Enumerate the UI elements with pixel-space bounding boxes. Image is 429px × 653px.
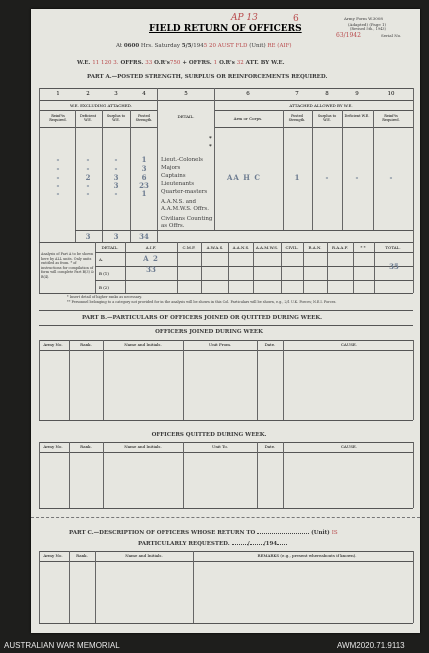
quitted-col-header: Army No. [43,444,63,449]
att-dash: - [325,173,329,182]
analysis-total-a: 35 [389,262,399,271]
analysis-header: DETAIL. [101,245,119,250]
col-number: 7 [295,91,299,97]
partc-col-header: Name and Initials. [125,553,163,558]
rank-label: Civilians Counting as Offrs. [161,216,213,230]
col2-value: - [86,164,90,173]
hw-doc-number: 6 [293,14,299,24]
analysis-header: A.I.F. [145,245,157,250]
form-ref-line2: (Adapted) (Page 1) [348,22,387,27]
quitted-title: OFFICERS QUITTED DURING WEEK. [151,432,267,438]
joined-col-header: Army No. [43,342,63,347]
quitted-col-header: Unit To. [211,444,229,449]
at-line: At 0600 Hrs. Saturday 5/5/1945 20 AUST FLD (Unit) RE (AIF) [116,43,292,49]
joined-title: OFFICERS JOINED DURING WEEK [155,329,263,335]
col2-value: - [86,155,90,164]
quitted-col-header: Date. [264,444,276,449]
analysis-header: CIVIL. [285,245,299,250]
joined-col-header: Rank. [80,342,92,347]
att-dash: - [355,173,359,182]
rank-label: A.A.N.S. and A.A.M.W.S. Offrs. [161,199,209,213]
arm-corps-value: AA H C [227,173,261,182]
analysis-header: C.M.F. [182,245,196,250]
joined-col-header: Name and Initials. [124,342,162,347]
analysis-row-label: B (2) [99,285,109,290]
serial-no-label: Serial No. [381,33,402,38]
col-header: Posted Strength. [135,114,153,122]
col-header: Deficient W.E. [344,114,370,118]
footnote-1: * Insert detail of higher ranks as necessary. [67,295,142,299]
col-number: 6 [246,91,250,97]
col-number: 2 [86,91,90,97]
rank-label: Captains [161,173,186,179]
analysis-header: R.A.A.F. [331,245,349,250]
footnote-2: ** Personnel belonging to a category not provided for in the analysis will be shown in this Col. Particulars will be shown, e.g., 2/1 U.K. Forces; N.E.I. Forces. [67,300,337,304]
col2-value: 2 [85,173,91,182]
col3-value: 3 [113,173,119,182]
col1-value: - [56,164,60,173]
footer-right: AWM2020.71.9113 [337,641,405,650]
stamp-top: AP 13 [231,13,258,23]
col4-value: 1 [141,155,147,164]
analysis-row-label: B (1) [99,271,109,276]
form-ref-line1: Army Form W.3008 [344,16,383,21]
col-number: 5 [184,91,188,97]
rank-label: Quarter-masters [161,189,208,195]
col-header-detail: DETAIL. [177,114,195,119]
col3-value: 3 [113,181,119,190]
col-header: Posted Strength. [288,114,306,122]
col-number: 9 [355,91,359,97]
page-title: FIELD RETURN OF OFFICERS [149,24,302,34]
hw-serial: 63/1942 [336,32,361,39]
total-col3: 3 [113,232,119,241]
analysis-aif-b: 33 [146,265,156,274]
analysis-header: R.A.N. [308,245,322,250]
rank-label: Majors [161,165,181,171]
partc-col-header: Rank. [76,553,88,558]
analysis-header: A.W.A.S. [206,245,224,250]
col4-value: 3 [141,164,147,173]
part-c-title: PART C.—DESCRIPTION OF OFFICERS WHOSE RETURN TO (Unit) IS [69,530,338,536]
col3-value: - [114,155,118,164]
analysis-header: * * [360,245,366,250]
rank-label: Lieut.-Colonels [161,157,203,163]
col-header-arm: Arm or Corps. [233,116,263,121]
quitted-col-header: CAUSE. [340,444,358,449]
rank-label: Lieutenants [161,181,195,187]
analysis-row-label: A. [99,257,104,262]
total-col2: 3 [85,232,91,241]
form-sheet: Army Form W.3008 (Adapted) (Page 1) (Revised 5th., 1943) Serial No. 63/1942 AP 13 6 FIELD RETURN OF OFFICERS At 0600 Hrs. Saturday 5/5/1945 20 AUST FLD (Unit) RE (AIF) W.E. 11 120 3. OFFRS. 33 O.R's750 + OFFRS. 1 O.R's 32 ATT. BY W.E. PART A.—POSTED STRENGTH, SURPLUS OR REINFORCEMENTS REQUIRED. 1 2 3 4 5 6 7 8 9 10 W.E. EXCLUDING ATTACHED. ATTACHED ALLOWED BY W.E. Reinf'ts Required. Deficient W.E. Surplus to W.E. Posted Strength. DETAIL. Arm or Corps. Posted Strength. Surplus to W.E. Deficient W.E. Reinf'ts Required. * * Lieut.-Colonels Majors Captains Lieutenants Quarter-masters A.A.N.S. and A.A.M.W.S. Offrs. Civilians Counting as Offrs. - - - - - - - 2 - - - - 3 3 - 1 3 6 23 1 AA H C 1 - - - 3 3 34 Analysis of Part A to be shown here by ALL units. Only units entitled as from. * of instructions for compilation of form will complete Part B(3) & B(4). DETAIL. A.I.F. C.M.F. A.W.A.S. A.A.N.S. A.A.M.W.S. CIVIL. R.A.N. R.A.A.F. * * TOTAL. A. B (1) B (2) A 2 33 35 * Insert detail of higher ranks as necessary. ** Personnel belonging to a category not provided for in the analysis will be shown in this Col. Particulars will be shown, e.g., 2/1 U.K. Forces; N.E.I. Forces. PART B.—PARTICULARS OF OFFICERS JOINED OR QUITTED DURING WEEK. OFFICERS JOINED DURING WEEK Army No. Rank. Name and Initials. Unit From. Date. CAUSE. OFFICERS QUITTED DURING WEEK. Army No. Rank. Name and Initials. Unit To. Date. CAUSE. PART C.—DESCRIPTION OF OFFICERS WHOSE RETURN TO (Unit) IS PARTICULARLY REQUESTED. / /194 Army No. Rank. Name and Initials. REMARKS (e.g., present whereabouts if known). [31,9,420,633]
att-dash: - [389,173,393,182]
part-c-subtitle: PARTICULARLY REQUESTED. / /194 [138,542,287,548]
col2-value: - [86,189,90,198]
quitted-col-header: Rank. [80,444,92,449]
analysis-header: TOTAL. [385,245,401,250]
col-header: Surplus to W.E. [106,114,126,122]
col-number: 1 [56,91,60,97]
partc-col-header: REMARKS (e.g., present whereabouts if known). [257,553,357,558]
col-number: 4 [142,91,146,97]
col1-value: - [56,173,60,182]
col-header: Reinf'ts Required. [49,114,67,122]
joined-col-header: Unit From. [208,342,232,347]
group-left-heading: W.E. EXCLUDING ATTACHED. [69,103,133,108]
att-posted-value: 1 [294,173,300,182]
analysis-note: Analysis of Part A to be shown here by ALL units. Only units entitled as from. * of instructions for compilation of form will complete Part B(3) & B(4). [41,252,94,279]
col1-value: - [56,155,60,164]
joined-col-header: Date. [264,342,276,347]
part-a-title: PART A.—POSTED STRENGTH, SURPLUS OR REINFORCEMENTS REQUIRED. [87,74,328,80]
col3-value: - [114,164,118,173]
col-header: Surplus to W.E. [317,114,337,122]
we-line: W.E. 11 120 3. OFFRS. 33 O.R's750 + OFFRS. 1 O.R's 32 ATT. BY W.E. [77,60,285,66]
joined-col-header: CAUSE. [340,342,358,347]
col-number: 3 [114,91,118,97]
analysis-header: A.A.M.W.S. [255,245,279,250]
form-ref-line3: (Revised 5th., 1943) [350,27,386,31]
col-number: 8 [325,91,329,97]
col3-value: - [114,189,118,198]
quitted-col-header: Name and Initials. [124,444,162,449]
col2-value: - [86,181,90,190]
total-col4: 34 [139,232,149,241]
col4-value: 6 [141,173,147,182]
col-header: Deficient W.E. [79,114,97,122]
col-number: 10 [387,91,395,97]
col1-value: - [56,181,60,190]
col4-value: 1 [141,189,147,198]
group-right-heading: ATTACHED ALLOWED BY W.E. [289,103,353,108]
col4-value: 23 [139,181,149,190]
analysis-header: A.A.N.S. [232,245,250,250]
part-b-title: PART B.—PARTICULARS OF OFFICERS JOINED OR QUITTED DURING WEEK. [82,315,323,321]
analysis-aif-a: A 2 [143,254,159,263]
col-header: Reinf'ts Required. [382,114,400,122]
col1-value: - [56,189,60,198]
partc-col-header: Army No. [43,553,63,558]
footer-left: AUSTRALIAN WAR MEMORIAL [4,641,120,650]
